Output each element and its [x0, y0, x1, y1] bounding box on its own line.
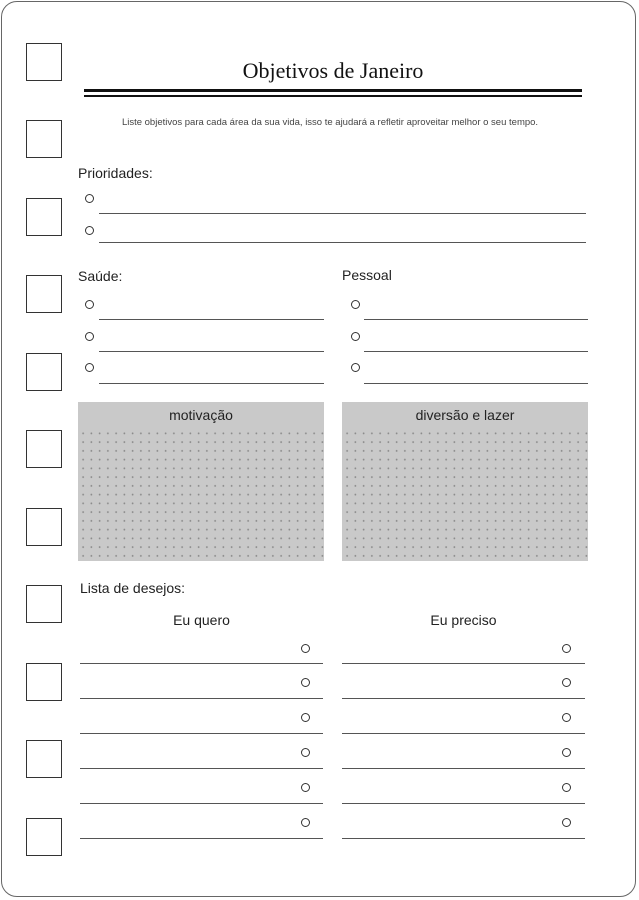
quero-line-5[interactable] — [80, 803, 323, 804]
eu-preciso-heading: Eu preciso — [430, 612, 497, 628]
pessoal-line-1[interactable] — [364, 319, 588, 320]
saude-heading: Saúde: — [78, 268, 123, 284]
side-tab-11[interactable] — [26, 818, 62, 856]
prioridades-heading: Prioridades: — [78, 165, 153, 181]
prioridade-checkbox-1[interactable] — [85, 194, 94, 203]
quero-checkbox-1[interactable] — [301, 644, 310, 653]
preciso-line-1[interactable] — [342, 663, 585, 664]
title-rule-thick — [84, 89, 582, 92]
pessoal-line-2[interactable] — [364, 351, 588, 352]
motivacao-dot-grid — [78, 429, 324, 559]
quero-line-4[interactable] — [80, 768, 323, 769]
quero-checkbox-2[interactable] — [301, 678, 310, 687]
quero-checkbox-4[interactable] — [301, 748, 310, 757]
preciso-checkbox-4[interactable] — [562, 748, 571, 757]
lista-desejos-heading: Lista de desejos: — [80, 580, 186, 596]
motivacao-heading: motivação — [169, 407, 233, 423]
prioridade-line-2[interactable] — [99, 242, 586, 243]
preciso-checkbox-3[interactable] — [562, 713, 571, 722]
preciso-checkbox-2[interactable] — [562, 678, 571, 687]
preciso-checkbox-1[interactable] — [562, 644, 571, 653]
diversao-dot-grid — [342, 429, 588, 559]
saude-line-1[interactable] — [99, 319, 324, 320]
side-tab-3[interactable] — [26, 198, 62, 236]
quero-checkbox-6[interactable] — [301, 818, 310, 827]
side-tab-8[interactable] — [26, 585, 62, 623]
side-tab-6[interactable] — [26, 430, 62, 468]
page-subtitle: Liste objetivos para cada área da sua vida, isso te ajudará a refletir aproveitar melhor o seu tempo. — [121, 117, 539, 128]
eu-quero-heading: Eu quero — [173, 612, 230, 628]
saude-line-3[interactable] — [99, 383, 324, 384]
preciso-checkbox-5[interactable] — [562, 783, 571, 792]
preciso-line-5[interactable] — [342, 803, 585, 804]
prioridade-line-1[interactable] — [99, 213, 586, 214]
title-rule-thin — [84, 95, 582, 97]
preciso-line-3[interactable] — [342, 733, 585, 734]
pessoal-line-3[interactable] — [364, 383, 588, 384]
preciso-checkbox-6[interactable] — [562, 818, 571, 827]
pessoal-checkbox-2[interactable] — [351, 332, 360, 341]
side-tab-10[interactable] — [26, 740, 62, 778]
quero-checkbox-5[interactable] — [301, 783, 310, 792]
quero-line-1[interactable] — [80, 663, 323, 664]
saude-checkbox-2[interactable] — [85, 332, 94, 341]
side-tab-2[interactable] — [26, 120, 62, 158]
motivacao-box[interactable] — [78, 402, 324, 561]
saude-checkbox-3[interactable] — [85, 363, 94, 372]
side-tab-5[interactable] — [26, 353, 62, 391]
side-tab-4[interactable] — [26, 275, 62, 313]
preciso-line-6[interactable] — [342, 838, 585, 839]
side-tab-9[interactable] — [26, 663, 62, 701]
preciso-line-2[interactable] — [342, 698, 585, 699]
saude-line-2[interactable] — [99, 351, 324, 352]
page-title: Objetivos de Janeiro — [242, 58, 424, 83]
quero-line-6[interactable] — [80, 838, 323, 839]
quero-line-2[interactable] — [80, 698, 323, 699]
side-tab-1[interactable] — [26, 43, 62, 81]
prioridade-checkbox-2[interactable] — [85, 226, 94, 235]
quero-checkbox-3[interactable] — [301, 713, 310, 722]
pessoal-heading: Pessoal — [342, 267, 392, 283]
side-tab-7[interactable] — [26, 508, 62, 546]
diversao-box[interactable] — [342, 402, 588, 561]
pessoal-checkbox-1[interactable] — [351, 300, 360, 309]
quero-line-3[interactable] — [80, 733, 323, 734]
pessoal-checkbox-3[interactable] — [351, 363, 360, 372]
saude-checkbox-1[interactable] — [85, 300, 94, 309]
preciso-line-4[interactable] — [342, 768, 585, 769]
diversao-heading: diversão e lazer — [415, 407, 515, 423]
